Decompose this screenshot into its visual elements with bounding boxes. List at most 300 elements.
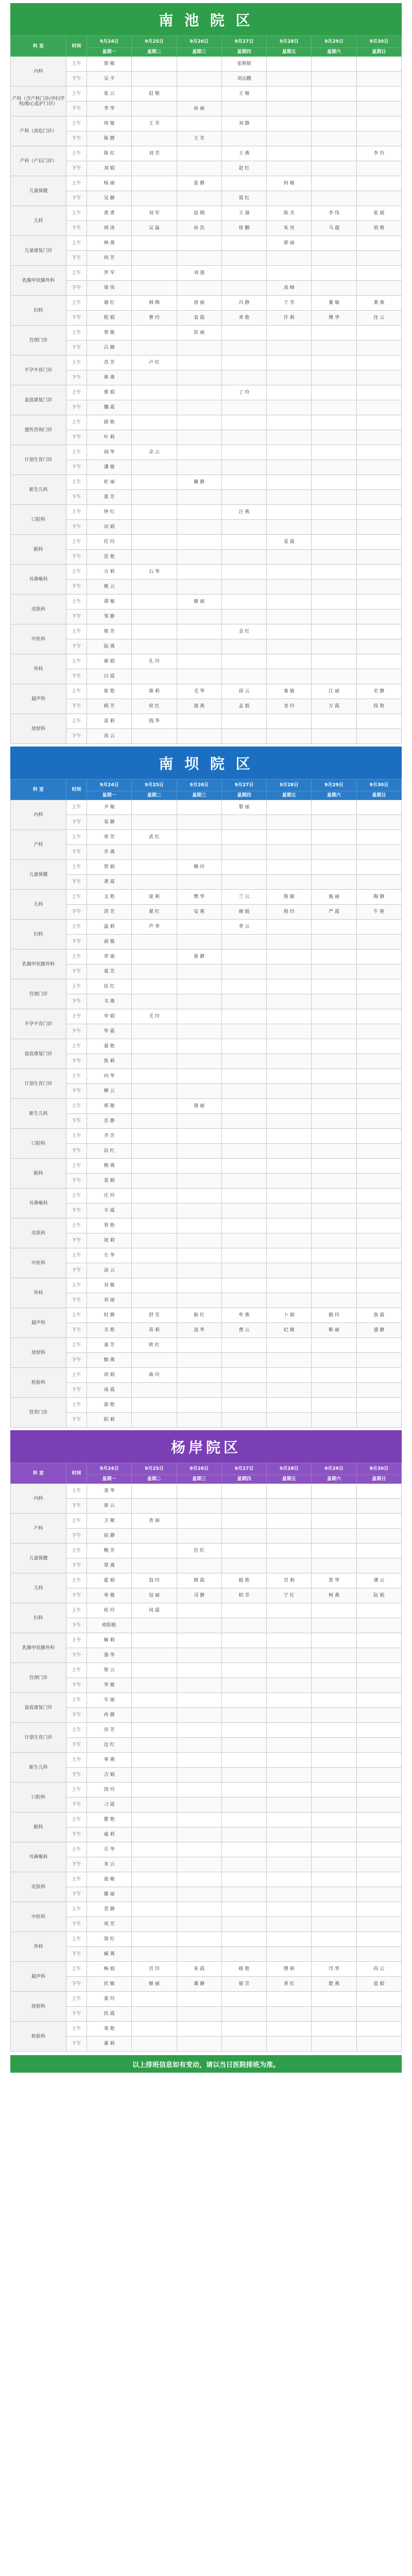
period-label: 上午 xyxy=(66,950,87,964)
doctor-cell xyxy=(221,445,266,460)
doctor-cell xyxy=(356,1678,401,1693)
doctor-cell xyxy=(221,1663,266,1678)
doctor-cell xyxy=(356,1218,401,1233)
doctor-cell xyxy=(221,1917,266,1932)
date-header: 9月27日 xyxy=(221,1463,266,1475)
doctor-cell xyxy=(356,1798,401,1812)
doctor-cell xyxy=(312,800,356,815)
doctor-cell xyxy=(177,251,221,266)
table-row xyxy=(11,565,402,580)
table-row xyxy=(11,1174,402,1189)
doctor-cell xyxy=(356,550,401,565)
period-label: 上午 xyxy=(66,505,87,520)
dept-name: 超声科 xyxy=(11,1962,66,1992)
doctor-cell xyxy=(221,830,266,845)
period-label: 下午 xyxy=(66,131,87,146)
doctor-cell xyxy=(132,1099,177,1114)
doctor-cell: 谷 敏 xyxy=(87,1278,132,1293)
doctor-cell xyxy=(177,1009,221,1024)
doctor-cell xyxy=(177,505,221,520)
period-label: 下午 xyxy=(66,1857,87,1872)
dept-name: 宫颈门诊 xyxy=(11,326,66,355)
period-label: 上午 xyxy=(66,920,87,935)
doctor-cell xyxy=(356,1723,401,1738)
doctor-cell: 秦 敏 xyxy=(267,684,312,699)
weekday-header: 星期一 xyxy=(87,1475,132,1484)
doctor-cell xyxy=(356,370,401,385)
doctor-cell xyxy=(267,1633,312,1648)
doctor-cell: 廖 丽 xyxy=(177,595,221,609)
doctor-cell xyxy=(267,131,312,146)
date-header: 9月24日 xyxy=(87,36,132,48)
doctor-cell xyxy=(267,1069,312,1084)
period-label: 下午 xyxy=(66,1768,87,1783)
table-row xyxy=(11,1753,402,1768)
doctor-cell xyxy=(132,520,177,535)
period-label: 上午 xyxy=(66,830,87,845)
doctor-cell xyxy=(177,2037,221,2052)
dept-name: 不孕不育门诊 xyxy=(11,1009,66,1039)
weekday-header: 星期五 xyxy=(267,48,312,57)
doctor-cell xyxy=(267,1174,312,1189)
doctor-cell xyxy=(221,580,266,595)
table-row xyxy=(11,1398,402,1413)
date-header: 9月27日 xyxy=(221,36,266,48)
doctor-cell: 郭 敏 xyxy=(87,57,132,72)
period-label: 上午 xyxy=(66,1368,87,1383)
doctor-cell xyxy=(221,550,266,565)
period-label: 上午 xyxy=(66,326,87,341)
doctor-cell: 王 芳 xyxy=(132,116,177,131)
doctor-cell xyxy=(356,1558,401,1573)
doctor-cell xyxy=(221,131,266,146)
doctor-cell xyxy=(221,1738,266,1753)
doctor-cell xyxy=(312,550,356,565)
doctor-cell: 甄 燕 xyxy=(87,1353,132,1368)
doctor-cell xyxy=(132,875,177,890)
doctor-cell xyxy=(221,1413,266,1428)
doctor-cell xyxy=(312,57,356,72)
doctor-cell: 吕 静 xyxy=(87,341,132,355)
doctor-cell xyxy=(132,964,177,979)
doctor-cell: 景 华 xyxy=(312,1573,356,1588)
doctor-cell: 位 红 xyxy=(177,1544,221,1558)
period-label: 下午 xyxy=(66,1917,87,1932)
doctor-cell xyxy=(177,400,221,415)
doctor-cell xyxy=(177,1753,221,1768)
doctor-cell xyxy=(356,326,401,341)
doctor-cell xyxy=(312,161,356,176)
doctor-cell xyxy=(356,1144,401,1159)
doctor-cell xyxy=(132,341,177,355)
doctor-cell: 张 云 xyxy=(87,87,132,101)
doctor-cell: 林 燕 xyxy=(87,236,132,251)
doctor-cell xyxy=(312,654,356,669)
doctor-cell: 芦 华 xyxy=(132,920,177,935)
doctor-cell xyxy=(221,565,266,580)
doctor-cell: 邹 静 xyxy=(87,609,132,624)
dept-name: 眼科 xyxy=(11,1812,66,1842)
doctor-cell: 成 霞 xyxy=(87,1383,132,1398)
period-label: 上午 xyxy=(66,1248,87,1263)
table-row xyxy=(11,206,402,221)
doctor-cell xyxy=(221,1708,266,1723)
dept-name: 儿童保健 xyxy=(11,860,66,890)
doctor-cell xyxy=(267,1398,312,1413)
doctor-cell xyxy=(267,161,312,176)
period-label: 下午 xyxy=(66,1084,87,1099)
period-header: 时间 xyxy=(66,1463,87,1484)
doctor-cell: 邓 艳 xyxy=(221,311,266,326)
doctor-cell xyxy=(221,845,266,860)
table-row xyxy=(11,1499,402,1514)
doctor-cell xyxy=(356,1603,401,1618)
period-label: 上午 xyxy=(66,565,87,580)
doctor-cell xyxy=(177,1812,221,1827)
doctor-cell xyxy=(132,1902,177,1917)
doctor-cell: 尚 云 xyxy=(356,1962,401,1977)
doctor-cell xyxy=(267,1293,312,1308)
period-label: 下午 xyxy=(66,1293,87,1308)
table-row xyxy=(11,1768,402,1783)
doctor-cell xyxy=(177,639,221,654)
doctor-cell: 刘 娟 xyxy=(87,161,132,176)
doctor-cell: 曲 玲 xyxy=(132,1368,177,1383)
table-row xyxy=(11,1633,402,1648)
doctor-cell xyxy=(312,1499,356,1514)
doctor-cell xyxy=(132,1174,177,1189)
doctor-cell: 吴 平 xyxy=(87,72,132,87)
doctor-cell xyxy=(312,116,356,131)
period-label: 下午 xyxy=(66,400,87,415)
table-row xyxy=(11,1917,402,1932)
doctor-cell: 戴 静 xyxy=(177,475,221,490)
doctor-cell xyxy=(267,1544,312,1558)
doctor-cell xyxy=(132,176,177,191)
doctor-cell xyxy=(132,460,177,475)
table-row xyxy=(11,1738,402,1753)
doctor-cell xyxy=(312,1368,356,1383)
doctor-cell xyxy=(221,1812,266,1827)
doctor-cell xyxy=(177,1708,221,1723)
doctor-cell xyxy=(177,1723,221,1738)
doctor-cell xyxy=(267,1663,312,1678)
date-header: 9月25日 xyxy=(132,1463,177,1475)
doctor-cell: 柳 云 xyxy=(87,1084,132,1099)
doctor-cell: 饶 玲 xyxy=(87,1783,132,1798)
doctor-cell xyxy=(221,1827,266,1842)
doctor-cell: 庄 玲 xyxy=(87,1189,132,1204)
doctor-cell: 游 艳 xyxy=(87,1398,132,1413)
doctor-cell xyxy=(267,1603,312,1618)
doctor-cell: 薄 云 xyxy=(356,1573,401,1588)
period-label: 上午 xyxy=(66,445,87,460)
doctor-cell xyxy=(312,87,356,101)
doctor-cell xyxy=(221,430,266,445)
table-row xyxy=(11,1872,402,1887)
doctor-cell xyxy=(221,1693,266,1708)
doctor-cell xyxy=(356,1484,401,1499)
doctor-cell: 曾 敏 xyxy=(87,326,132,341)
doctor-cell xyxy=(177,1798,221,1812)
doctor-cell xyxy=(132,815,177,830)
doctor-cell xyxy=(267,1218,312,1233)
dept-name: 产科 xyxy=(11,830,66,860)
period-label: 上午 xyxy=(66,296,87,311)
doctor-cell xyxy=(221,266,266,281)
doctor-cell: 贺 娟 xyxy=(87,860,132,875)
table-row xyxy=(11,684,402,699)
doctor-cell xyxy=(312,1144,356,1159)
doctor-cell xyxy=(132,669,177,684)
dept-name: 乳腺甲状腺外科 xyxy=(11,266,66,296)
doctor-cell xyxy=(132,535,177,550)
period-label: 下午 xyxy=(66,1738,87,1753)
table-row xyxy=(11,550,402,565)
period-label: 下午 xyxy=(66,1233,87,1248)
doctor-cell xyxy=(132,609,177,624)
doctor-cell xyxy=(356,385,401,400)
doctor-cell xyxy=(356,1293,401,1308)
doctor-cell xyxy=(312,1204,356,1218)
doctor-cell xyxy=(177,1144,221,1159)
table-row xyxy=(11,1678,402,1693)
period-label: 上午 xyxy=(66,1009,87,1024)
doctor-cell xyxy=(221,1189,266,1204)
doctor-cell xyxy=(312,979,356,994)
table-row xyxy=(11,1204,402,1218)
doctor-cell xyxy=(177,355,221,370)
doctor-cell xyxy=(356,1009,401,1024)
doctor-cell xyxy=(356,1024,401,1039)
doctor-cell: 章 丽 xyxy=(87,950,132,964)
doctor-cell: 蒋 燕 xyxy=(87,370,132,385)
doctor-cell xyxy=(132,1992,177,2007)
doctor-cell xyxy=(177,830,221,845)
period-label: 下午 xyxy=(66,1499,87,1514)
doctor-cell xyxy=(312,1189,356,1204)
doctor-cell xyxy=(132,1648,177,1663)
table-row xyxy=(11,72,402,87)
doctor-cell xyxy=(177,1529,221,1544)
doctor-cell xyxy=(177,520,221,535)
period-label: 上午 xyxy=(66,1992,87,2007)
doctor-cell xyxy=(356,1783,401,1798)
period-label: 下午 xyxy=(66,1024,87,1039)
table-row xyxy=(11,1947,402,1962)
date-header: 9月26日 xyxy=(177,36,221,48)
doctor-cell xyxy=(356,609,401,624)
doctor-cell xyxy=(356,1174,401,1189)
doctor-cell xyxy=(267,385,312,400)
doctor-cell: 陈 红 xyxy=(87,146,132,161)
doctor-cell: 汪 燕 xyxy=(221,505,266,520)
doctor-cell xyxy=(177,535,221,550)
doctor-cell xyxy=(356,1233,401,1248)
doctor-cell xyxy=(221,1857,266,1872)
period-header: 时间 xyxy=(66,779,87,800)
doctor-cell xyxy=(221,520,266,535)
dept-name: 乳腺甲状腺外科 xyxy=(11,950,66,979)
doctor-cell xyxy=(356,1499,401,1514)
doctor-cell xyxy=(177,1648,221,1663)
table-row xyxy=(11,146,402,161)
doctor-cell xyxy=(356,935,401,950)
doctor-cell xyxy=(221,2007,266,2022)
doctor-cell: 蓝 娟 xyxy=(356,1977,401,1992)
period-label: 上午 xyxy=(66,1189,87,1204)
doctor-cell xyxy=(267,1514,312,1529)
doctor-cell: 韩 梅 xyxy=(132,296,177,311)
period-label: 下午 xyxy=(66,1353,87,1368)
table-row xyxy=(11,1887,402,1902)
doctor-cell xyxy=(356,860,401,875)
dept-name: 检验科 xyxy=(11,2022,66,2052)
doctor-cell xyxy=(312,1932,356,1947)
period-label: 下午 xyxy=(66,221,87,236)
doctor-cell xyxy=(177,800,221,815)
doctor-cell xyxy=(267,87,312,101)
table-row xyxy=(11,176,402,191)
period-label: 上午 xyxy=(66,415,87,430)
doctor-cell: 丘 华 xyxy=(87,1842,132,1857)
doctor-cell xyxy=(312,1024,356,1039)
doctor-cell xyxy=(312,1842,356,1857)
dept-name: 检验科 xyxy=(11,1368,66,1398)
doctor-cell xyxy=(312,875,356,890)
doctor-cell xyxy=(312,176,356,191)
doctor-cell xyxy=(312,1857,356,1872)
table-row xyxy=(11,1992,402,2007)
doctor-cell xyxy=(356,624,401,639)
table-row xyxy=(11,890,402,905)
doctor-cell xyxy=(177,1514,221,1529)
doctor-cell xyxy=(267,1144,312,1159)
doctor-cell xyxy=(267,1783,312,1798)
table-row xyxy=(11,355,402,370)
dept-name: 口腔科 xyxy=(11,1783,66,1812)
table-row xyxy=(11,326,402,341)
doctor-cell xyxy=(312,1812,356,1827)
period-label: 上午 xyxy=(66,890,87,905)
doctor-cell: 赵 刚 xyxy=(177,206,221,221)
table-row xyxy=(11,1618,402,1633)
doctor-cell xyxy=(356,2007,401,2022)
dept-name: 皮肤科 xyxy=(11,1872,66,1902)
doctor-cell xyxy=(132,1039,177,1054)
doctor-cell: 华 敏 xyxy=(87,1678,132,1693)
date-header: 9月30日 xyxy=(356,1463,401,1475)
doctor-cell xyxy=(221,1992,266,2007)
doctor-cell xyxy=(177,920,221,935)
doctor-cell xyxy=(356,1529,401,1544)
doctor-cell xyxy=(356,1947,401,1962)
doctor-cell xyxy=(356,875,401,890)
doctor-cell xyxy=(356,1338,401,1353)
doctor-cell xyxy=(221,460,266,475)
period-label: 上午 xyxy=(66,385,87,400)
doctor-cell xyxy=(267,1529,312,1544)
period-label: 下午 xyxy=(66,964,87,979)
dept-name: 放射科 xyxy=(11,714,66,744)
dept-name: 外科 xyxy=(11,654,66,684)
doctor-cell xyxy=(267,800,312,815)
doctor-cell xyxy=(177,1827,221,1842)
table-row xyxy=(11,609,402,624)
doctor-cell xyxy=(221,176,266,191)
doctor-cell: 桂 玲 xyxy=(87,1603,132,1618)
table-row xyxy=(11,830,402,845)
schedule-table xyxy=(10,1463,402,2052)
period-label: 上午 xyxy=(66,535,87,550)
dept-name: 盆底康复门诊 xyxy=(11,385,66,415)
doctor-cell xyxy=(267,1902,312,1917)
doctor-cell: 毕 霞 xyxy=(87,1024,132,1039)
doctor-cell xyxy=(132,57,177,72)
weekday-header: 星期四 xyxy=(221,791,266,800)
doctor-cell: 方 莉 xyxy=(87,565,132,580)
doctor-cell xyxy=(221,669,266,684)
doctor-cell: 黎 丽 xyxy=(221,800,266,815)
doctor-cell xyxy=(221,1368,266,1383)
doctor-cell xyxy=(177,1278,221,1293)
period-label: 上午 xyxy=(66,1812,87,1827)
doctor-cell xyxy=(132,1872,177,1887)
doctor-cell xyxy=(267,1383,312,1398)
doctor-cell: 郭 丽 xyxy=(267,236,312,251)
doctor-cell xyxy=(356,460,401,475)
doctor-cell xyxy=(221,475,266,490)
doctor-cell: 鲁 静 xyxy=(177,950,221,964)
doctor-cell xyxy=(267,950,312,964)
doctor-cell: 陶 静 xyxy=(356,890,401,905)
table-row xyxy=(11,415,402,430)
doctor-cell xyxy=(312,845,356,860)
doctor-cell xyxy=(356,266,401,281)
table-row xyxy=(11,161,402,176)
table-row xyxy=(11,1099,402,1114)
doctor-cell xyxy=(132,1857,177,1872)
doctor-cell xyxy=(221,1753,266,1768)
doctor-cell xyxy=(267,1947,312,1962)
doctor-cell: 姜 霞 xyxy=(267,535,312,550)
period-label: 上午 xyxy=(66,146,87,161)
doctor-cell xyxy=(356,505,401,520)
doctor-cell xyxy=(267,355,312,370)
doctor-cell xyxy=(267,639,312,654)
doctor-cell: 夏 芳 xyxy=(87,490,132,505)
table-row xyxy=(11,1573,402,1588)
dept-name: 儿童保健 xyxy=(11,1544,66,1573)
doctor-cell xyxy=(177,1353,221,1368)
period-label: 下午 xyxy=(66,729,87,744)
table-row xyxy=(11,520,402,535)
table-row xyxy=(11,101,402,116)
table-row xyxy=(11,1603,402,1618)
period-label: 上午 xyxy=(66,1338,87,1353)
doctor-cell xyxy=(177,1054,221,1069)
period-label: 上午 xyxy=(66,800,87,815)
doctor-cell: 郑 红 xyxy=(221,191,266,206)
doctor-cell: 包 丽 xyxy=(132,1588,177,1603)
doctor-cell xyxy=(267,1039,312,1054)
doctor-cell xyxy=(132,1054,177,1069)
table-row xyxy=(11,1798,402,1812)
doctor-cell xyxy=(312,964,356,979)
doctor-cell xyxy=(312,1174,356,1189)
doctor-cell xyxy=(177,1842,221,1857)
doctor-cell xyxy=(132,1678,177,1693)
